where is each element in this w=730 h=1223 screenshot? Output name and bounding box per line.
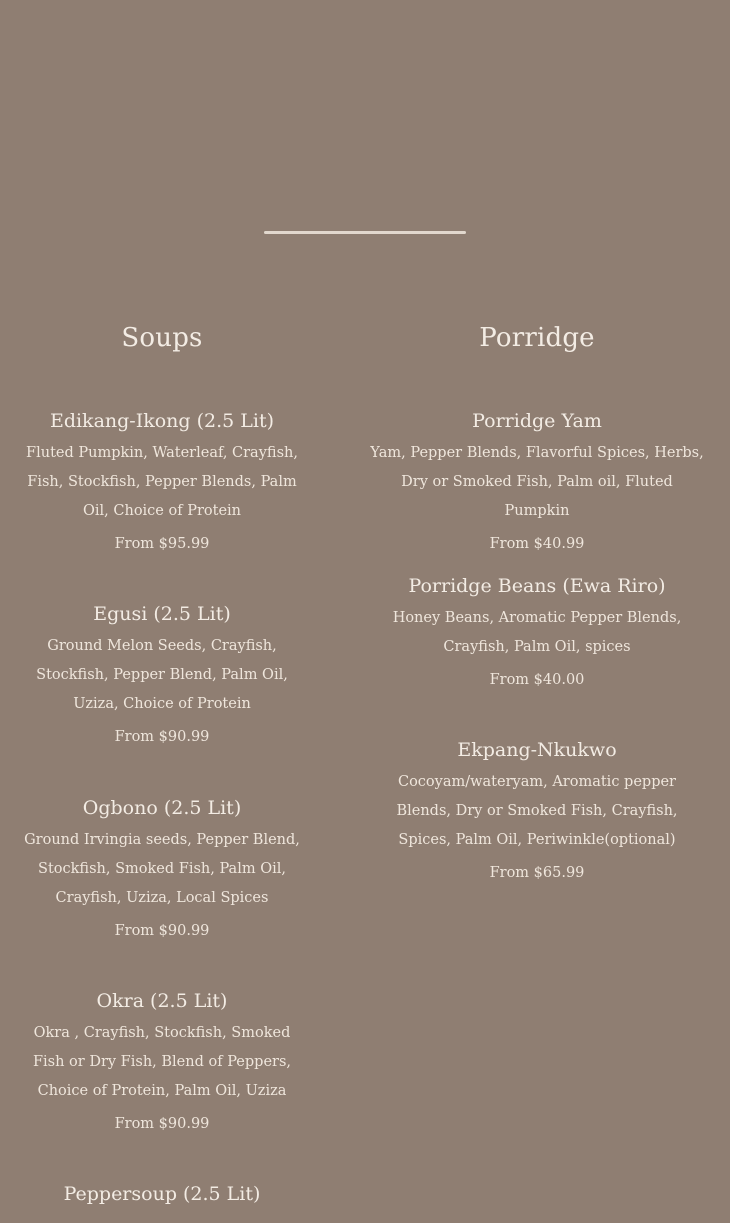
menu-item [370, 736, 704, 883]
menu-item-name: Okra (2.5 Lit) [96, 990, 228, 1012]
menu-item-price: From $90.99 [114, 923, 210, 939]
menu-item-name: Peppersoup (2.5 Lit) [63, 1183, 261, 1205]
menu-item-name: Edikang-Ikong (2.5 Lit) [49, 410, 275, 432]
menu-item-price: From $65.99 [489, 865, 585, 881]
menu-item-description: Ground Irvingia seeds, Pepper Blend, Stockfish, Smoked Fish, Palm Oil, Crayfish, Uziza, Local Spices [24, 832, 300, 906]
menu-item-name: Porridge Beans (Ewa Riro) [408, 575, 666, 597]
menu-item-price: From $90.99 [114, 1116, 210, 1132]
menu-item-price: From $40.00 [489, 672, 585, 688]
soups-heading: Soups [121, 323, 203, 353]
menu-item-price: From $90.99 [114, 729, 210, 745]
menu-item-description: Okra , Crayfish, Stockfish, Smoked Fish or Dry Fish, Blend of Peppers, Choice of Protein, Palm Oil, Uziza [32, 1025, 292, 1099]
menu-item [370, 407, 704, 554]
menu-item-price: From $95.99 [114, 536, 210, 552]
menu-item [22, 407, 302, 554]
menu-item-description: Ground Melon Seeds, Crayfish, Stockfish, Pepper Blend, Palm Oil, Uziza, Choice of Protein [36, 638, 288, 712]
menu-item [22, 1180, 302, 1208]
menu-item [22, 600, 302, 747]
menu-item-name: Ogbono (2.5 Lit) [82, 797, 242, 819]
menu-item [22, 987, 302, 1134]
menu-item-name: Ekpang-Nkukwo [457, 739, 617, 761]
menu-item [22, 794, 302, 941]
porridge-heading: Porridge [479, 323, 595, 353]
menu-item-name: Porridge Yam [472, 410, 602, 432]
menu-item-description: Fluted Pumpkin, Waterleaf, Crayfish, Fish, Stockfish, Pepper Blends, Palm Oil, Choice of Protein [26, 445, 298, 519]
menu-item-description: Cocoyam/wateryam, Aromatic pepper Blends, Dry or Smoked Fish, Crayfish, Spices, Palm Oil, Periwinkle(optional) [396, 774, 678, 848]
section-divider [264, 231, 466, 234]
menu-item-description: Honey Beans, Aromatic Pepper Blends, Crayfish, Palm Oil, spices [392, 610, 682, 655]
menu-item-name: Egusi (2.5 Lit) [93, 603, 231, 625]
menu-item-description: Yam, Pepper Blends, Flavorful Spices, Herbs, Dry or Smoked Fish, Palm oil, Fluted Pumpkin [370, 445, 704, 519]
menu-item [370, 572, 704, 690]
menu-item-price: From $40.99 [489, 536, 585, 552]
